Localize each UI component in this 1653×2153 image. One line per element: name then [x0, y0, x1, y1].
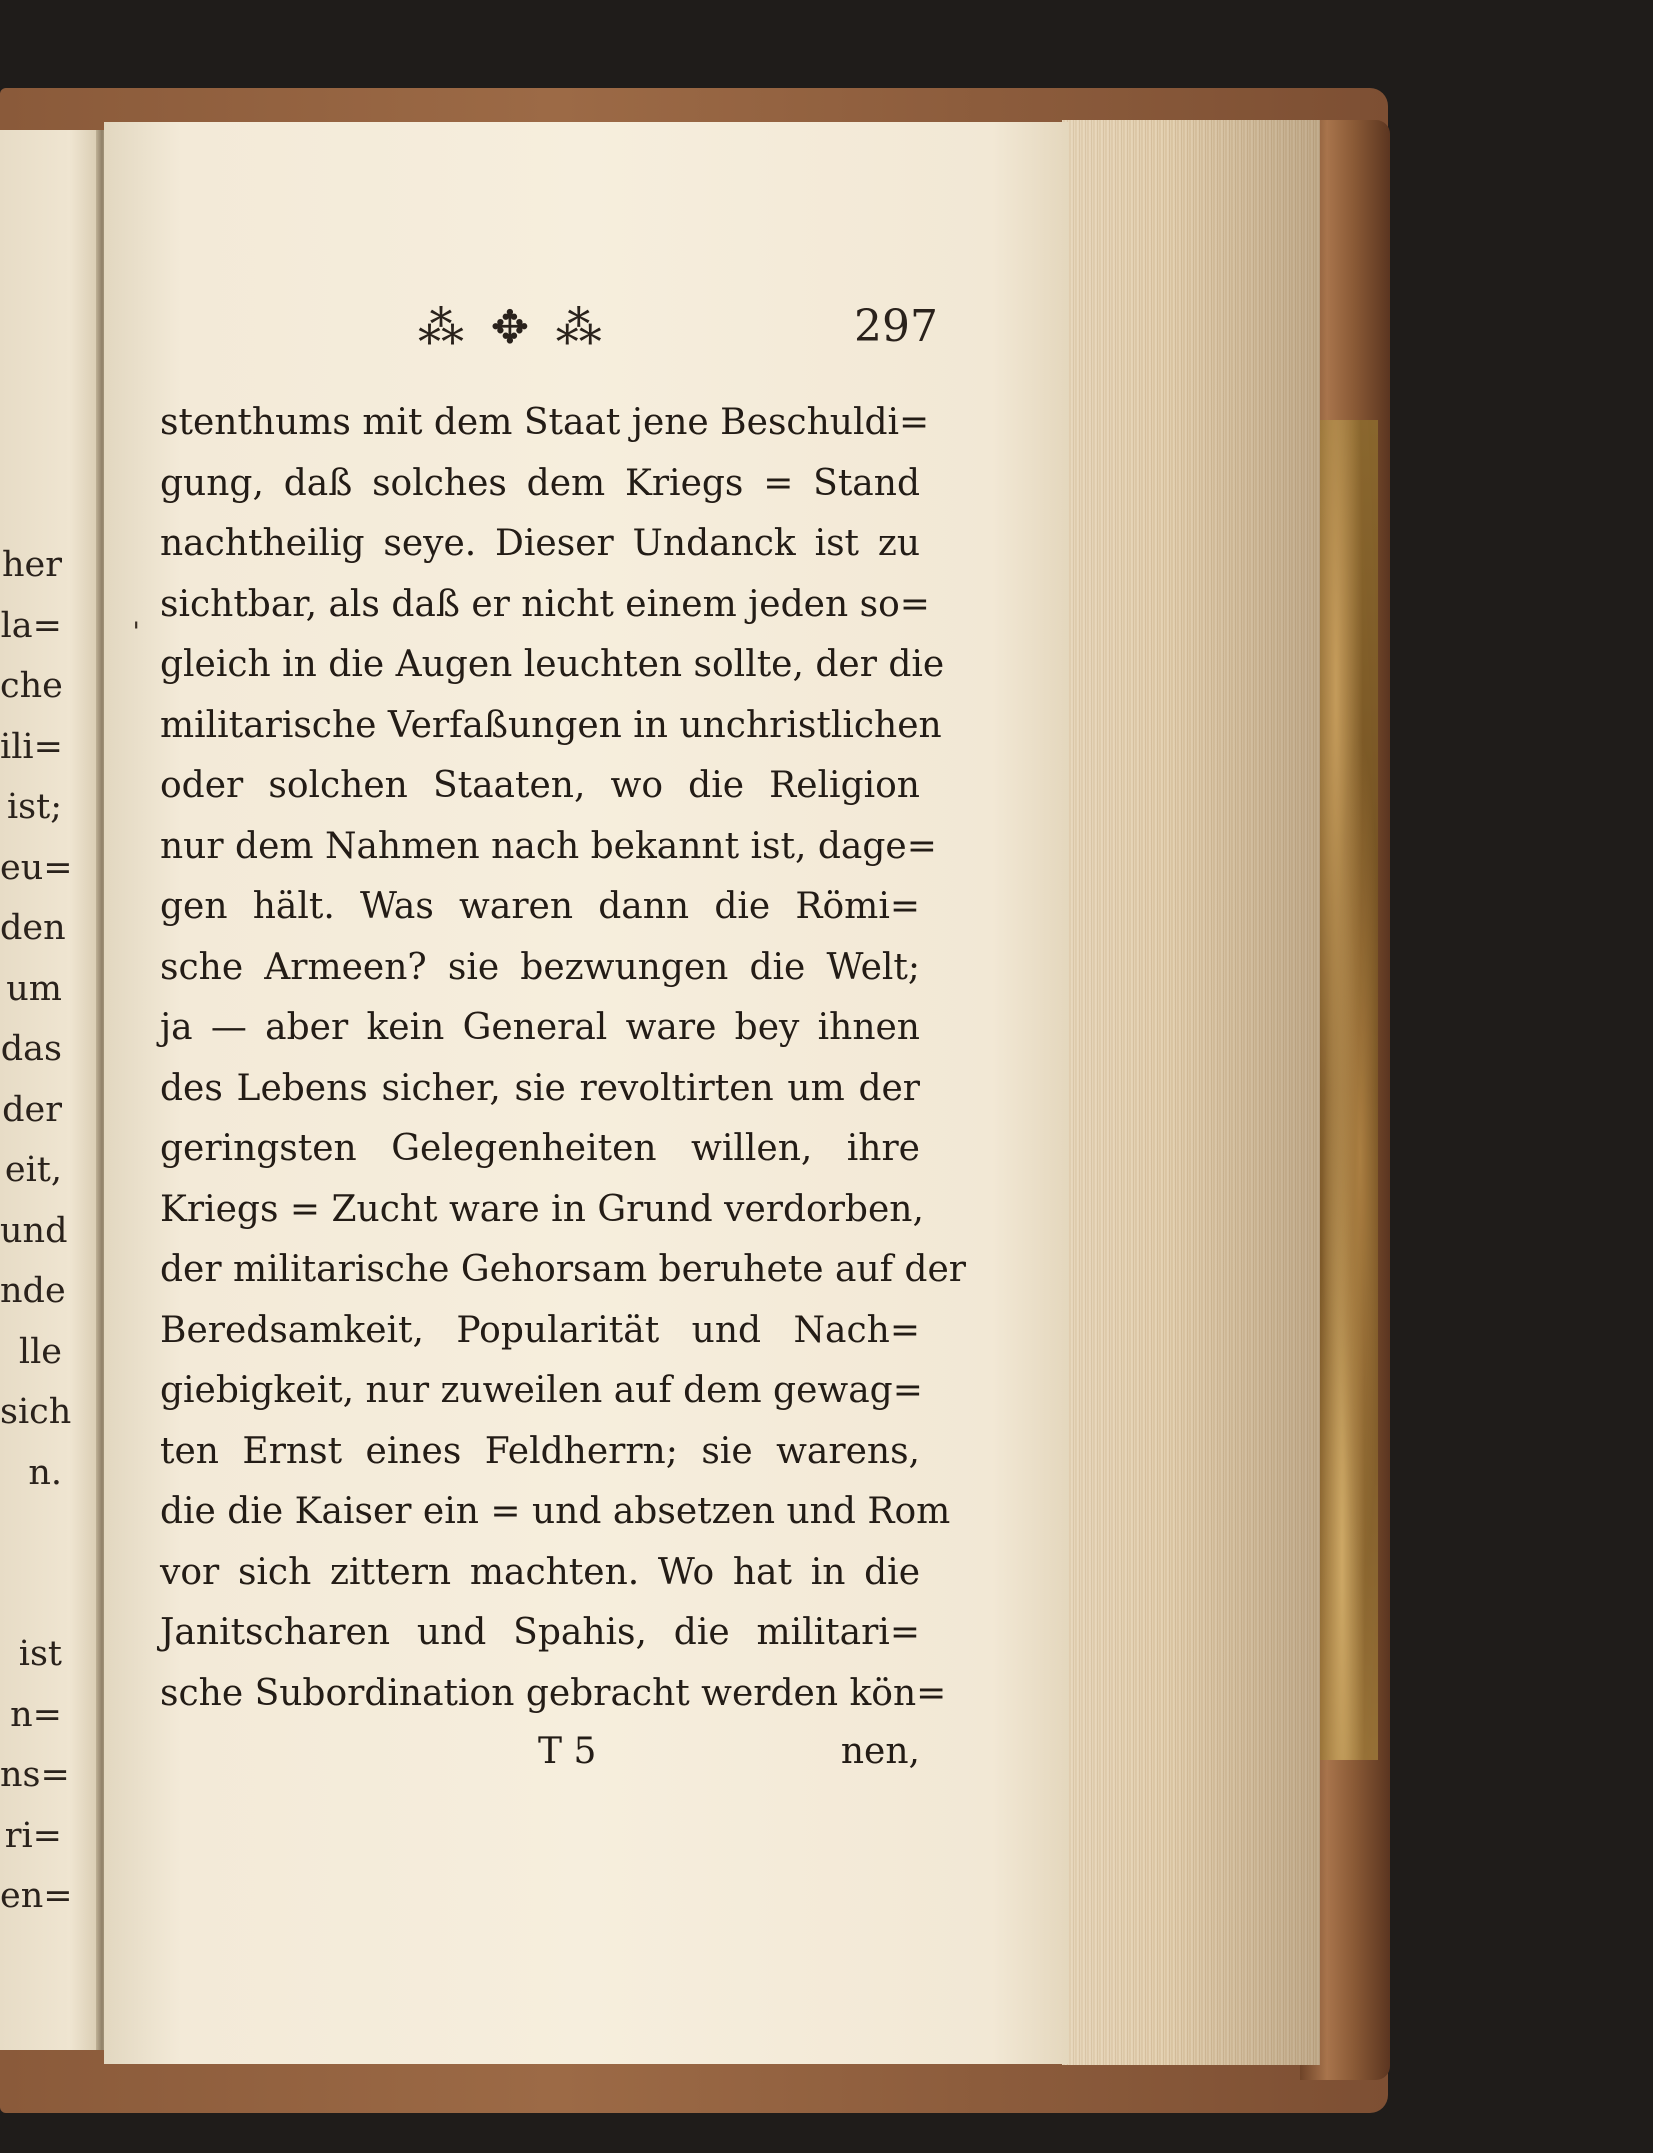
left-page [0, 130, 100, 2050]
left-line-fragment: ri= [4, 1815, 62, 1856]
left-line-fragment: ist; [6, 787, 62, 827]
text-line: nachtheilig seye. Dieser Undanck ist zu [160, 523, 920, 564]
page-edges-shade [1062, 120, 1320, 2065]
text-line: der militarische Gehorsam beruhete auf der [160, 1249, 966, 1290]
text-line: gen hält. Was waren dann die Römi= [160, 886, 920, 927]
text-line: gleich in die Augen leuchten sollte, der die [160, 644, 945, 685]
text-line: geringsten Gelegenheiten willen, ihre [160, 1128, 920, 1169]
page-footer [160, 1722, 920, 1782]
text-line: vor sich zittern machten. Wo hat in die [160, 1551, 920, 1593]
left-line-fragment: eu= [0, 847, 73, 888]
stray-mark: ˌ [132, 598, 141, 633]
left-line-fragment: eit, [4, 1150, 62, 1190]
text-line: Kriegs = Zucht ware in Grund verdorben, [160, 1188, 924, 1230]
text-line: ten Ernst eines Feldherrn; sie warens, [160, 1430, 920, 1472]
text-line: nur dem Nahmen nach bekannt ist, dage= [160, 825, 937, 867]
text-line: giebigkeit, nur zuweilen auf dem gewag= [160, 1370, 923, 1411]
left-line-fragment: das [0, 1029, 62, 1069]
text-line: militarische Verfaßungen in unchristlichen [160, 704, 942, 746]
left-page-text [0, 535, 73, 1927]
text-line: oder solchen Staaten, wo die Religion [160, 765, 920, 806]
running-header [418, 296, 938, 358]
text-line: des Lebens sicher, sie revoltirten um der [160, 1067, 920, 1109]
left-line-fragment: la= [0, 605, 62, 646]
text-line: Beredsamkeit, Popularität und Nach= [160, 1309, 920, 1351]
ornament-head: ⁂ ✥ ⁂ [418, 300, 608, 354]
left-line-fragment: der [2, 1089, 62, 1130]
marbled-board [1318, 420, 1378, 1760]
left-line-fragment [0, 1564, 62, 1625]
left-line-fragment: sich [0, 1392, 72, 1432]
left-line-fragment: che [0, 666, 63, 706]
text-line: sche Armeen? sie bezwungen die Welt; [160, 946, 920, 988]
left-line-fragment: ist [18, 1634, 62, 1674]
left-line-fragment: n. [28, 1452, 62, 1493]
left-line-fragment: den [0, 908, 66, 948]
signature-mark: T 5 [538, 1731, 597, 1772]
text-line: Janitscharen und Spahis, die militari= [160, 1612, 920, 1653]
text-line: ja — aber kein General ware bey ihnen [160, 1007, 920, 1048]
left-line-fragment: lle [18, 1331, 62, 1372]
body-text [160, 393, 966, 1724]
left-line-fragment: en= [0, 1876, 73, 1916]
left-line-fragment: n= [10, 1694, 62, 1735]
page-number: 297 [854, 301, 938, 352]
left-line-fragment [0, 1503, 62, 1564]
text-line: stenthums mit dem Staat jene Beschuldi= [160, 402, 930, 443]
text-line: sichtbar, als daß er nicht einem jeden so= [160, 583, 930, 625]
left-line-fragment: um [6, 968, 62, 1009]
catchword: nen, [840, 1731, 920, 1772]
left-line-fragment: ili= [0, 726, 63, 767]
text-line: die die Kaiser ein = und absetzen und Rom [160, 1491, 951, 1532]
left-line-fragment: nde [0, 1271, 66, 1311]
text-line: sche Subordination gebracht werden kön= [160, 1672, 947, 1714]
left-line-fragment: ns= [0, 1755, 70, 1795]
left-line-fragment: her [2, 545, 62, 585]
left-line-fragment: und [0, 1210, 68, 1251]
text-line: gung, daß solches dem Kriegs = Stand [160, 462, 920, 504]
